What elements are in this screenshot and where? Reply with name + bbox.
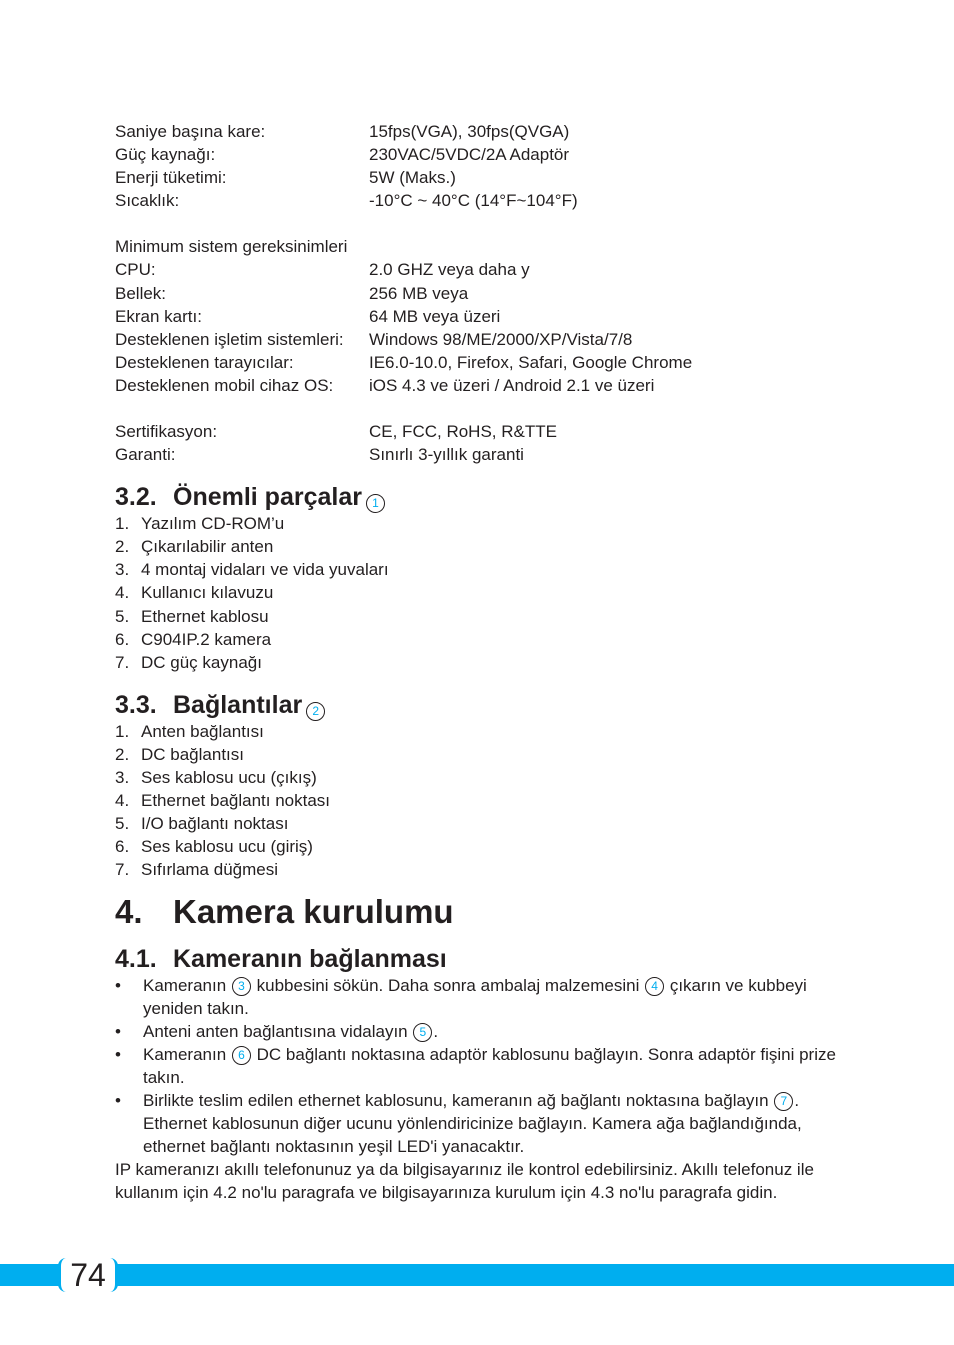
list-number: 2. (115, 537, 130, 556)
min-req-title: Minimum sistem gereksinimleri (115, 237, 348, 256)
spec-row (115, 189, 578, 212)
spec-value: 5W (Maks.) (369, 168, 456, 187)
bullet-marker: • (115, 1091, 121, 1110)
list-text: Yazılım CD-ROM’u (141, 514, 285, 533)
list-text: Anten bağlantısı (141, 722, 264, 741)
list-number: 6. (115, 630, 130, 649)
bullet-item (115, 974, 845, 1020)
bullet-text (143, 1020, 845, 1043)
list-item (115, 720, 264, 743)
list-text: Ethernet kablosu (141, 607, 269, 626)
spec-value: 256 MB veya (369, 284, 469, 303)
bullet-text (143, 974, 845, 1020)
spec-value: 2.0 GHZ veya daha y (369, 260, 530, 279)
spec-value: -10°C ~ 40°C (14°F~104°F) (369, 191, 578, 210)
page-number: 74 (70, 1257, 106, 1293)
spec-label: Saniye başına kare: (115, 122, 266, 141)
list-item (115, 766, 317, 789)
spec-label: Güç kaynağı: (115, 145, 216, 164)
bullet-marker: • (115, 976, 121, 995)
list-item (115, 789, 330, 812)
list-text: DC güç kaynağı (141, 653, 262, 672)
section-title: Kameranın bağlanması (173, 945, 447, 973)
spec-row (115, 143, 570, 166)
list-item (115, 743, 244, 766)
footer-bar (0, 1264, 954, 1286)
section-number: 3.2. (115, 483, 157, 511)
spec-label: Desteklenen işletim sistemleri: (115, 330, 344, 349)
list-number: 3. (115, 768, 130, 787)
list-text: C904IP.2 kamera (141, 630, 272, 649)
figure-ref-badge: 5 (413, 1023, 432, 1042)
list-item (115, 628, 271, 651)
list-number: 6. (115, 837, 130, 856)
body-paragraph: IP kameranızı akıllı telefonunuz ya da bilgisayarınız ile kontrol edebilirsiniz. Akıllı telefonuz ile kullanım için 4.2 no'lu paragrafa ve bilgisayarınıza kurulum için 4.3 no'lu paragrafa gidin. (115, 1160, 814, 1202)
list-number: 7. (115, 653, 130, 672)
bullet-item (115, 1089, 845, 1158)
spec-row (115, 328, 633, 351)
list-text: 4 montaj vidaları ve vida yuvaları (141, 560, 389, 579)
spec-label: Ekran kartı: (115, 307, 202, 326)
list-item (115, 835, 313, 858)
spec-label: Sertifikasyon: (115, 422, 218, 441)
section-number: 4.1. (115, 945, 157, 973)
list-item (115, 535, 273, 558)
text-run: . Ethernet kablosunun diğer ucunu yönlendiricinize bağlayın. Kamera ağa bağlandığında, ethernet bağlantı noktasının yeşil LED'i yanacaktır. (143, 1091, 802, 1156)
spec-row (115, 166, 456, 189)
list-text: Ses kablosu ucu (giriş) (141, 837, 313, 856)
list-number: 5. (115, 814, 130, 833)
section-heading-4-1 (115, 944, 447, 974)
spec-row (115, 305, 501, 328)
section-title: Önemli parçalar (173, 483, 362, 511)
figure-ref-badge: 6 (232, 1046, 251, 1065)
figure-ref-badge: 1 (366, 494, 385, 513)
list-item (115, 858, 278, 881)
list-item (115, 581, 273, 604)
list-text: Ethernet bağlantı noktası (141, 791, 331, 810)
text-run: . (433, 1022, 439, 1041)
figure-ref-badge: 4 (645, 977, 664, 996)
list-number: 7. (115, 860, 130, 879)
chapter-heading-4 (115, 892, 454, 932)
text-run: Kameranın (143, 1045, 227, 1064)
section-number: 3.3. (115, 691, 157, 719)
bullet-item (115, 1020, 845, 1043)
list-number: 4. (115, 791, 130, 810)
spec-value: 64 MB veya üzeri (369, 307, 501, 326)
list-number: 5. (115, 607, 130, 626)
list-item (115, 558, 389, 581)
list-text: Kullanıcı kılavuzu (141, 583, 274, 602)
spec-label: Garanti: (115, 445, 176, 464)
spec-label: Bellek: (115, 284, 167, 303)
text-run: kubbesini sökün. Daha sonra ambalaj malzemesini (256, 976, 640, 995)
spec-row (115, 443, 524, 466)
list-text: Çıkarılabilir anten (141, 537, 274, 556)
figure-ref-badge: 3 (232, 977, 251, 996)
list-text: DC bağlantısı (141, 745, 244, 764)
list-number: 4. (115, 583, 130, 602)
list-item (115, 812, 288, 835)
text-run: Anteni anten bağlantısına vidalayın (143, 1022, 408, 1041)
list-number: 2. (115, 745, 130, 764)
figure-ref-badge: 2 (306, 702, 325, 721)
section-title: Bağlantılar (173, 691, 303, 719)
bullet-item (115, 1043, 845, 1089)
spec-value: 15fps(VGA), 30fps(QVGA) (369, 122, 570, 141)
spec-value: Sınırlı 3-yıllık garanti (369, 445, 524, 464)
spec-row (115, 351, 693, 374)
list-text: I/O bağlantı noktası (141, 814, 289, 833)
spec-value: 230VAC/5VDC/2A Adaptör (369, 145, 570, 164)
section-heading-3-3 (115, 690, 326, 721)
spec-label: Sıcaklık: (115, 191, 180, 210)
spec-label: Enerji tüketimi: (115, 168, 227, 187)
spec-row (115, 258, 530, 281)
spec-row (115, 282, 469, 305)
chapter-title: Kamera kurulumu (173, 893, 454, 930)
text-run: çıkarın ve kubbeyi yeniden takın. (143, 976, 807, 1018)
list-number: 3. (115, 560, 130, 579)
section-heading-3-2 (115, 482, 386, 513)
bullet-marker: • (115, 1022, 121, 1041)
spec-row (115, 420, 557, 443)
spec-label: Desteklenen mobil cihaz OS: (115, 376, 334, 395)
spec-value: iOS 4.3 ve üzeri / Android 2.1 ve üzeri (369, 376, 655, 395)
spec-row (115, 120, 570, 143)
bullet-text (143, 1089, 845, 1158)
bullet-marker: • (115, 1045, 121, 1064)
spec-label: CPU: (115, 260, 156, 279)
spec-label: Desteklenen tarayıcılar: (115, 353, 294, 372)
spec-value: Windows 98/ME/2000/XP/Vista/7/8 (369, 330, 633, 349)
spec-value: IE6.0-10.0, Firefox, Safari, Google Chrome (369, 353, 693, 372)
list-number: 1. (115, 514, 130, 533)
bullet-text (143, 1043, 845, 1089)
list-text: Sıfırlama düğmesi (141, 860, 278, 879)
list-number: 1. (115, 722, 130, 741)
spec-value: CE, FCC, RoHS, R&TTE (369, 422, 557, 441)
list-item (115, 605, 269, 628)
list-item (115, 651, 262, 674)
spec-row (115, 374, 655, 397)
chapter-number: 4. (115, 893, 143, 930)
text-run: DC bağlantı noktasına adaptör kablosunu bağlayın. Sonra adaptör fişini prize takın. (143, 1045, 836, 1087)
list-text: Ses kablosu ucu (çıkış) (141, 768, 317, 787)
text-run: Kameranın (143, 976, 227, 995)
figure-ref-badge: 7 (774, 1092, 793, 1111)
list-item (115, 512, 284, 535)
text-run: Birlikte teslim edilen ethernet kablosunu, kameranın ağ bağlantı noktasına bağlayın (143, 1091, 769, 1110)
